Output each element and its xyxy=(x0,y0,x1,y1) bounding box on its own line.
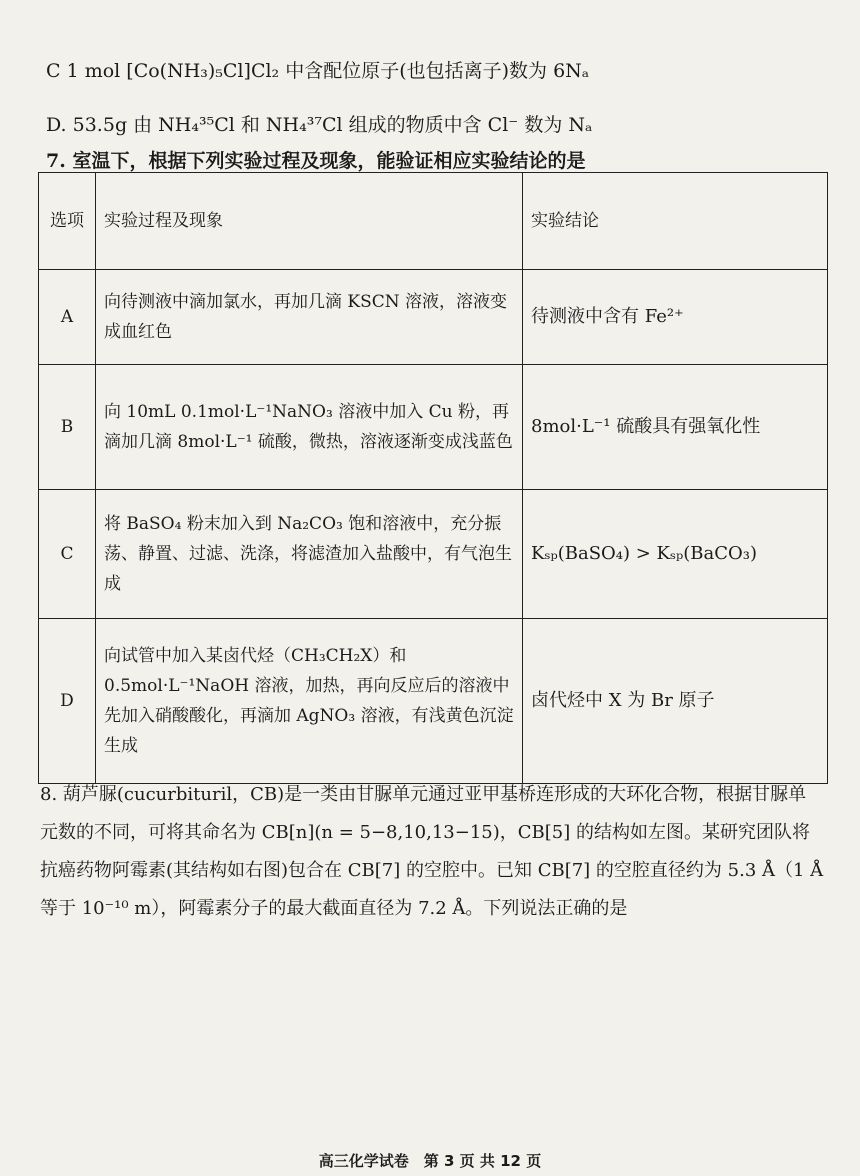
previous-option-c: C 1 mol [Co(NH₃)₅Cl]Cl₂ 中含配位原子(也包括离子)数为 6Nₐ xyxy=(46,60,590,82)
header-process: 实验过程及现象 xyxy=(96,173,523,270)
row-option: A xyxy=(39,270,96,365)
header-option: 选项 xyxy=(39,173,96,270)
row-conclusion: 待测液中含有 Fe²⁺ xyxy=(523,270,828,365)
row-process: 向试管中加入某卤代烃（CH₃CH₂X）和 0.5mol·L⁻¹NaOH 溶液，加热，再向反应后的溶液中先加入硝酸酸化，再滴加 AgNO₃ 溶液，有浅黄色沉淀生成 xyxy=(96,619,523,784)
table-row xyxy=(39,270,828,365)
table-row xyxy=(39,365,828,490)
question-7-stem: 7. 室温下，根据下列实验过程及现象，能验证相应实验结论的是 xyxy=(46,150,586,172)
header-conclusion: 实验结论 xyxy=(523,173,828,270)
row-process: 向待测液中滴加氯水，再加几滴 KSCN 溶液，溶液变成血红色 xyxy=(96,270,523,365)
row-option: D xyxy=(39,619,96,784)
previous-option-d: D. 53.5g 由 NH₄³⁵Cl 和 NH₄³⁷Cl 组成的物质中含 Cl⁻ 数为 Nₐ xyxy=(46,114,593,136)
row-conclusion: 8mol·L⁻¹ 硫酸具有强氧化性 xyxy=(523,365,828,490)
page-footer: 高三化学试卷 第 3 页 共 12 页 xyxy=(318,1152,542,1170)
row-conclusion: 卤代烃中 X 为 Br 原子 xyxy=(523,619,828,784)
row-process: 向 10mL 0.1mol·L⁻¹NaNO₃ 溶液中加入 Cu 粉，再滴加几滴 8mol·L⁻¹ 硫酸，微热，溶液逐渐变成浅蓝色 xyxy=(96,365,523,490)
table-header-row xyxy=(39,173,828,270)
experiment-table xyxy=(38,172,828,784)
row-process: 将 BaSO₄ 粉末加入到 Na₂CO₃ 饱和溶液中，充分振荡、静置、过滤、洗涤，将滤渣加入盐酸中，有气泡生成 xyxy=(96,490,523,619)
table-row xyxy=(39,490,828,619)
row-conclusion: Kₛₚ(BaSO₄) > Kₛₚ(BaCO₃) xyxy=(523,490,828,619)
question-8-text: 8. 葫芦脲(cucurbituril，CB)是一类由甘脲单元通过亚甲基桥连形成的大环化合物，根据甘脲单元数的不同，可将其命名为 CB[n](n = 5−8,10,13−15)，CB[5] 的结构如左图。某研究团队将抗癌药物阿霉素(其结构如右图)包合在 CB[7] 的空腔中。已知 CB[7] 的空腔直径约为 5.3 Å（1 Å 等于 10⁻¹⁰ m），阿霉素分子的最大截面直径为 7.2 Å。下列说法正确的是 xyxy=(40,784,824,919)
row-option: C xyxy=(39,490,96,619)
row-option: B xyxy=(39,365,96,490)
table-row xyxy=(39,619,828,784)
